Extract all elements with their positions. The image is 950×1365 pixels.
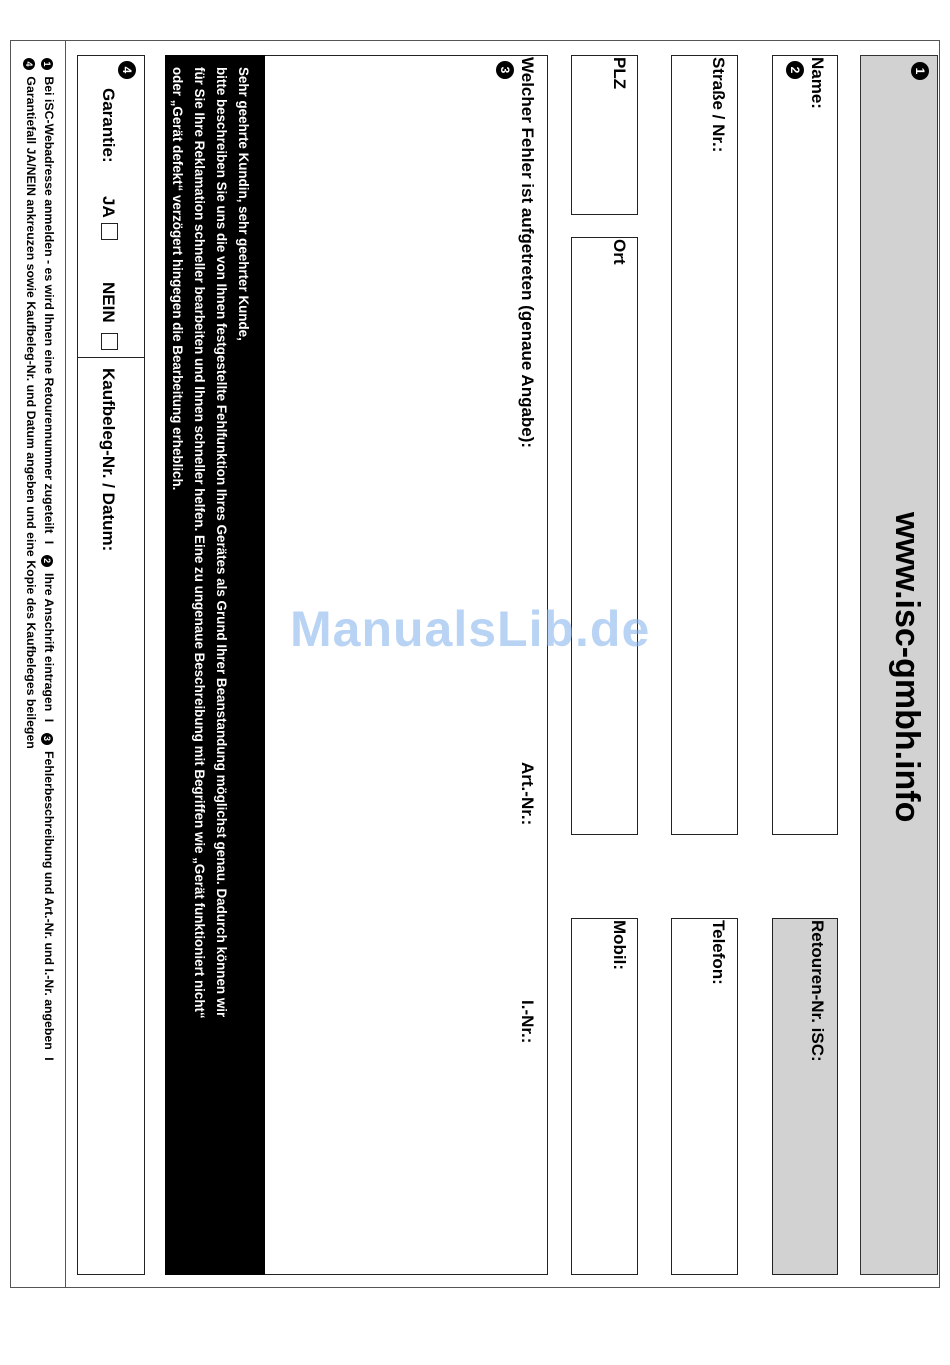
notice-line: Sehr geehrte Kundin, sehr geehrter Kunde, [236,67,251,341]
footer-separator: I [42,718,56,723]
notice-line: bitte beschreiben Sie uns die von Ihnen festgestellte Fehlfunktion Ihres Gerätes als Grund Ihrer Beanstandung möglichst genau. Dadurch können wir [214,67,229,1018]
step-4-marker: 4 [118,61,136,79]
step-2-marker: 2 [786,61,804,79]
warranty-no-checkbox[interactable] [101,333,118,350]
error-question-label: Welcher Fehler ist aufgetreten (genaue Angabe): [518,57,537,449]
warranty-no-label: NEIN [99,282,118,323]
footer-separator: I [42,540,56,545]
footer-step-1: Bei iSC-Webadresse anmelden - es wird Ihnen eine Retourennummer zugeteilt [42,76,56,534]
warranty-divider [77,357,145,358]
footer-line-2 [23,55,39,749]
website-title: www.isc-gmbh.info [888,512,926,823]
warranty-yes-checkbox[interactable] [101,223,118,240]
street-field[interactable] [671,55,738,835]
footer-step-2: Ihre Anschrift eintragen [42,573,56,712]
mobile-label: Mobil: [610,920,629,971]
article-number-label: Art.-Nr.: [518,762,537,826]
street-label: Straße / Nr.: [709,57,728,153]
footer-step-1-marker: 1 [41,58,53,70]
footer-step-4-marker: 4 [23,58,35,70]
zip-label: PLZ [610,57,629,90]
return-number-field[interactable] [772,918,838,1275]
footer-step-4: Garantiefall JA/NEIN ankreuzen sowie Kaufbeleg-Nr. und Datum angeben und eine Kopie des Kaufbeleges beilegen [24,76,38,749]
step-1-marker: 1 [911,62,929,80]
footer-separator: I [42,1057,56,1061]
notice-line: für Sie Ihre Reklamation schneller bearbeiten und Ihnen schneller helfen. Eine zu ungenaue Beschreibung mit Begriffen wie „Gerät funktioniert nicht“ [192,67,207,1019]
notice-line: oder „Gerät defekt“ verzögert hingegen die Bearbeitung erheblich. [170,67,185,491]
footer-step-2-marker: 2 [41,555,53,567]
step-3-marker: 3 [496,61,514,79]
item-number-label: I.-Nr.: [518,1000,537,1044]
warranty-yes-label: JA [99,196,118,218]
city-label: Ort [610,239,629,265]
footer-step-3: Fehlerbeschreibung und Art.-Nr. und I.-Nr. angeben [42,750,56,1050]
return-number-label: Retouren-Nr. iSC: [808,920,827,1062]
watermark: ManualsLib.de [290,601,651,657]
warranty-label: Garantie: [99,88,118,163]
phone-label: Telefon: [709,920,728,985]
receipt-number-label: Kaufbeleg-Nr. / Datum: [99,368,118,552]
name-field[interactable] [772,55,838,835]
name-label: Name: [808,57,827,109]
footer-line-1 [41,55,57,1065]
customer-notice [165,55,265,1275]
city-field[interactable] [571,237,638,835]
footer-step-3-marker: 3 [41,733,53,745]
mobile-field[interactable] [571,918,638,1275]
